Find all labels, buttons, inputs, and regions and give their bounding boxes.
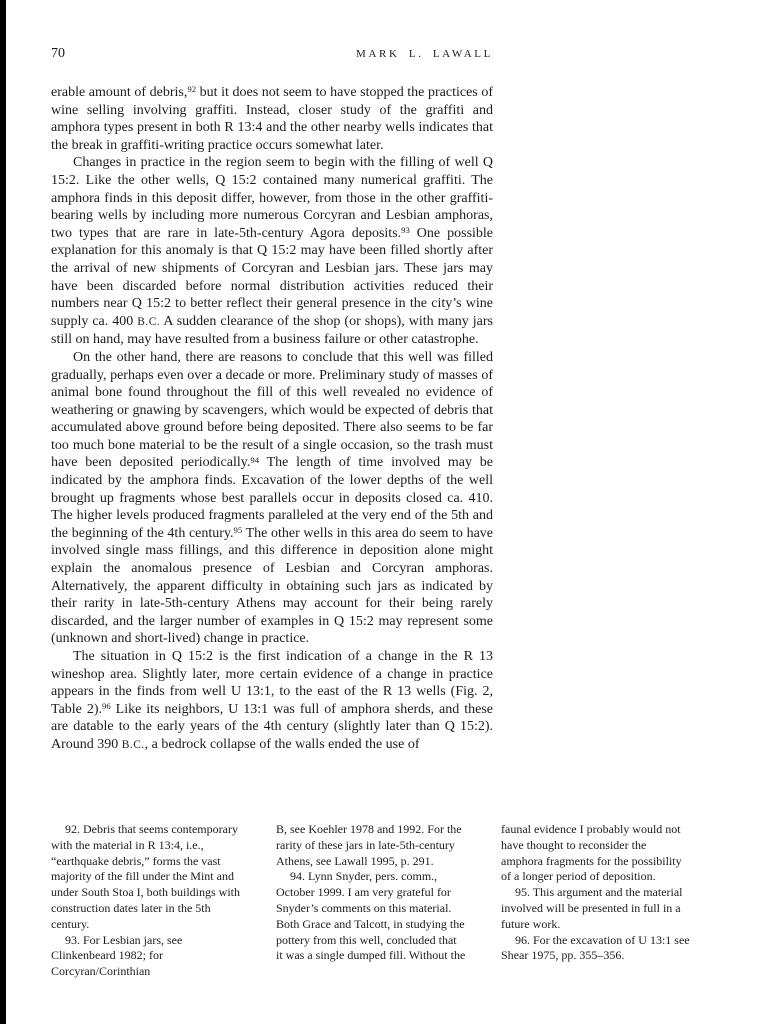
body-paragraph: Changes in practice in the region seem to begin with the filling of well Q 15:2. Like the other wells, Q 15:2 contained many numerical graffiti. The amphora finds in this deposit differ, however, from those in the other graffiti-bearing wells by including more numerous Corcyran and Lesbian amphoras, two types that are rare in late-5th-century Agora deposits.$^{93}$ One possible explanation for this anomaly is that Q 15:2 may have been filled shortly after the arrival of new shipments of Corcyran and Lesbian jars. These jars may have been discarded before normal distribution activities reduced their numbers near Q 15:2 to better reflect their general presence in the city’s wine supply ca. 400 B.C. A sudden clearance of the shop (or shops), with many jars still on hand, may have resulted from a business failure or other catastrophe. — [51, 155, 494, 348]
footnotes-block — [51, 822, 691, 980]
body-text-column — [51, 84, 493, 755]
page-number: 70 — [51, 46, 65, 61]
running-head: MARK L. LAWALL — [356, 48, 493, 60]
footnote-reference: 92 — [187, 84, 197, 95]
footnote-reference: 96 — [102, 700, 111, 711]
small-caps-text: B.C. — [137, 315, 161, 328]
footnote-paragraph: 95. This argument and the material involved will be presented in full in a future work. — [501, 885, 683, 931]
footnote-reference: 93 — [401, 224, 410, 235]
page-header — [51, 46, 493, 62]
body-paragraph: On the other hand, there are reasons to conclude that this well was filled gradually, perhaps even over a decade or more. Preliminary study of masses of animal bone found throughout the fill of this well revealed no evidence of weathering or gnawing by scavengers, which would be expected of debris that accumulated above ground before being deposited. There also seems to be far too much bone material to be the result of a single occasion, so the trash must have been deposited periodically.$^{94}$ The length of time involved may be indicated by the amphora finds. Excavation of the lower depths of the well brought up fragments whose best parallels occur in deposits closed ca. 410. The higher levels produced fragments paralleled at the very end of the 5th and the beginning of the 4th century.$^{95}$ The other wells in this area do seem to have involved single mass fillings, and this difference in deposition alone might explain the anomalous presence of Lesbian and Corcyran amphoras. Alternatively, the apparent difficulty in obtaining such jars as indicated by their rarity in late-5th-century Athens may account for their being rarely discarded, and the larger number of examples in Q 15:2 may represent some (unknown and short-lived) change in practice. — [51, 349, 493, 647]
footnote-paragraph: faunal evidence I probably would not have thought to reconsider the amphora fragments for the possibility of a longer period of deposition. — [501, 822, 682, 884]
body-paragraph: erable amount of debris,$^{92}$ but it does not seem to have stopped the practices of wine selling involving graffiti. Instead, closer study of the graffiti and amphora types present in both R 13:4 and the other nearby wells indicates that the break in graffiti-writing practice occurs somewhat later. — [51, 84, 494, 153]
footnote-paragraph: 94. Lynn Snyder, pers. comm., October 1999. I am very grateful for Snyder’s comments on this material. Both Grace and Talcott, in studying the pottery from this well, concluded that it was a single dumped fill. Without the — [276, 869, 466, 963]
footnote-paragraph: 93. For Lesbian jars, see Clinkenbeard 1982; for Corcyran/Corinthian — [51, 932, 183, 979]
body-paragraph: The situation in Q 15:2 is the first indication of a change in the R 13 wineshop area. Slightly later, more certain evidence of a change in practice appears in the finds from well U 13:1, to the east of the R 13 wells (Fig. 2, Table 2).$^{96}$ Like its neighbors, U 13:1 was full of amphora sherds, and these are datable to the early years of the 4th century (slightly later than Q 15:2). Around 390 B.C., a bedrock collapse of the walls ended the use of — [51, 649, 493, 752]
small-caps-text: B.C. — [121, 738, 145, 751]
footnote-column-2 — [276, 822, 466, 980]
footnote-reference: 95 — [233, 524, 243, 535]
footnote-column-3 — [501, 822, 691, 980]
scan-edge-bar — [0, 0, 6, 1024]
footnote-reference: 94 — [250, 454, 260, 465]
footnote-column-1 — [51, 822, 241, 980]
footnote-paragraph: 92. Debris that seems contemporary with the material in R 13:4, i.e., “earthquake debris,” forms the vast majority of the fill under the Mint and under South Stoa I, both buildings with construction dates later in the 5th century. — [51, 822, 240, 931]
footnote-paragraph: 96. For the excavation of U 13:1 see Shear 1975, pp. 355–356. — [501, 932, 690, 963]
footnote-paragraph: B, see Koehler 1978 and 1992. For the rarity of these jars in late-5th-century Athens, see Lawall 1995, p. 291. — [276, 822, 462, 868]
